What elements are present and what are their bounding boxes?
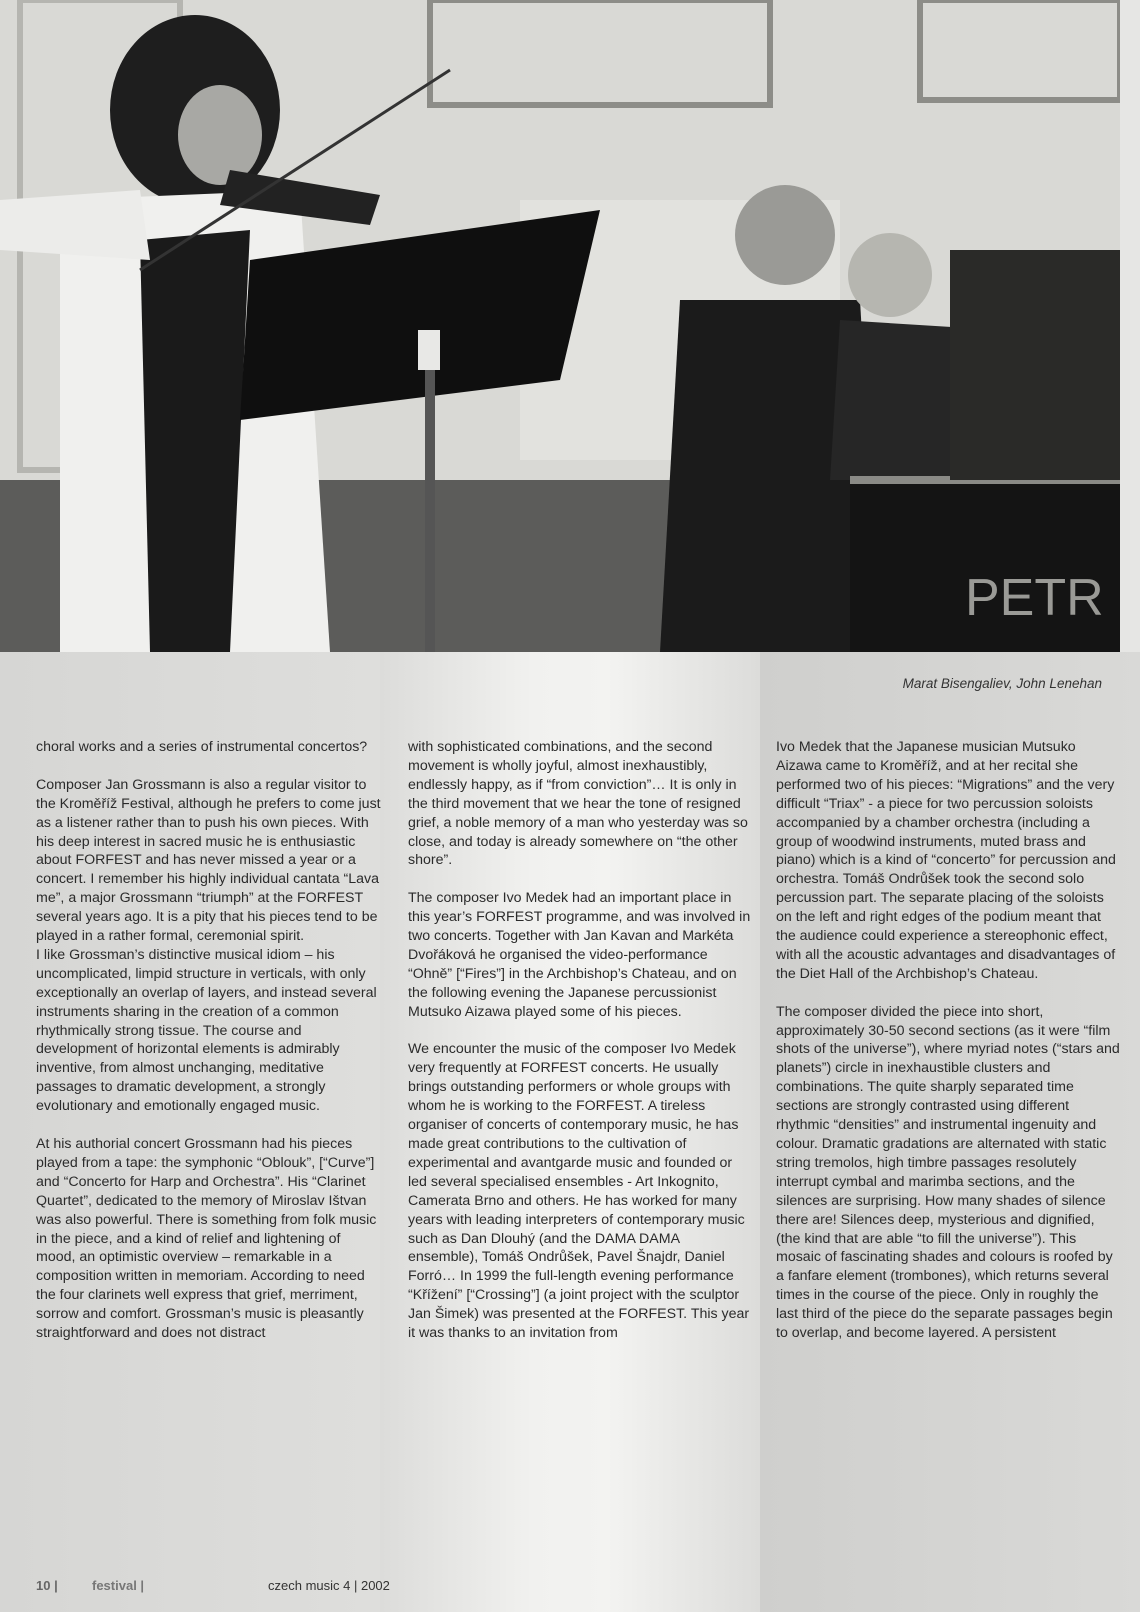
section-label: festival | bbox=[92, 1578, 145, 1593]
paragraph: with sophisticated combinations, and the second movement is wholly joyful, almost inexhaustibly, endlessly happy, as if “from conviction”… It is only in the third movement that we hear the tone of resigned grief, a noble memory of a man who yesterday was so close, and today is already somewhere on “the other shore”. bbox=[408, 739, 748, 869]
paragraph: The composer Ivo Medek had an important place in this year’s FORFEST programme, and was involved in two concerts. Together with Jan Kavan and Markéta Dvořáková he organised the video-performance “Ohně” [“Fires”] in the Archbishop’s Chateau, and on the following evening the Japanese percussionist Mutsuko Aizawa played some of his pieces. bbox=[408, 890, 751, 1020]
svg-text:PETR: PETR bbox=[965, 569, 1104, 627]
paragraph: choral works and a series of instrumental concertos? bbox=[36, 739, 368, 755]
paragraph: We encounter the music of the composer Ivo Medek very frequently at FORFEST concerts. He usually brings outstanding performers or whole groups with whom he is working to the FORFEST. A tireless organiser of concerts of contemporary music, he has made great contributions to the cultivation of experimental and avantgarde music and founded or led several specialised ensembles - Art Inkognito, Camerata Brno and others. He has worked for many years with leading interpreters of contemporary music such as Dan Dlouhý (and the DAMA DAMA ensemble), Tomáš Ondrůšek, Pavel Šnajdr, Daniel Forró… In 1999 the full-length evening performance “Křížení” [“Crossing”] (a joint project with the sculptor Jan Šimek) was presented at the FORFEST. This year it was thanks to an invitation from bbox=[408, 1041, 750, 1342]
page-number: 10 | bbox=[36, 1578, 58, 1593]
text-column-3 bbox=[776, 738, 1121, 1362]
paragraph: I like Grossman’s distinctive musical idiom – his uncomplicated, limpid structure in verticals, with only exceptionally an overlap of layers, and instead several instruments sharing in the creation of a common rhythmically strong tissue. The course and development of horizontal elements is admirably inventive, from almost unchanging, meditative passages to dramatic development, a strongly evolutionary and emotionally engaged music. bbox=[36, 946, 377, 1115]
photo-caption: Marat Bisengaliev, John Lenehan bbox=[902, 676, 1102, 691]
text-column-2 bbox=[408, 738, 753, 1362]
paragraph: Composer Jan Grossmann is also a regular visitor to the Kroměříž Festival, although he prefers to come just as a listener rather than to push his own pieces. With his deep interest in sacred music he is enthusiastic about FORFEST and has never missed a year or a concert. I remember his highly individual cantata “Lava me”, a major Grossmann “triumph” at the FORFEST several years ago. It is a pity that his pieces tend to be played in a rather formal, ceremonial spirit. bbox=[36, 776, 381, 945]
concert-photo-icon bbox=[0, 0, 1120, 652]
paragraph: At his authorial concert Grossmann had his pieces played from a tape: the symphonic “Oblouk”, [“Curve”] and “Concerto for Harp and Orchestra”. His “Clarinet Quartet”, dedicated to the memory of Miroslav Ištvan was also powerful. There is something from folk music in the piece, and a kind of relief and lightening of mood, an optimistic overview – remarkable in a composition written in memoriam. According to need the four clarinets well express that grief, merriment, sorrow and comfort. Grossman’s music is pleasantly straightforward and does not distract bbox=[36, 1136, 377, 1342]
paragraph: Ivo Medek that the Japanese musician Mutsuko Aizawa came to Kroměříž, and at her recital she performed two of his pieces: “Migrations” and the very difficult “Triax” - a piece for two percussion soloists accompanied by a chamber orchestra (including a group of woodwind instruments, muted brass and piano) which is a kind of “concerto” for percussion and orchestra. Tomáš Ondrůšek took the second solo percussion part. The separate placing of the soloists on the left and right edges of the podium meant that the audience could experience a stereophonic effect, with all the acoustic advantages and disadvantages of the Diet Hall of the Archbishop’s Chateau. bbox=[776, 739, 1116, 982]
paragraph: The composer divided the piece into short, approximately 30-50 second sections (as it were “film shots of the universe”), where myriad notes (“stars and planets”) circle in inexhaustible clusters and combinations. The quite sharply separated time sections are strongly contrasted using different rhythmic “densities” and instrumental ingenuity and colour. Dramatic gradations are alternated with static string tremolos, high timbre passages resolutely interrupt cymbal and marimba sections, and the silences are surprising. How many shades of silence there are! Silences deep, mysterious and dignified, (the kind that are able “to fill the universe”). This mosaic of fascinating shades and colours is roofed by a fanfare element (trombones), which returns several times in the course of the piece. Only in roughly the last third of the piece do the separate passages begin to overlap, and become layered. A persistent bbox=[776, 1003, 1120, 1342]
text-column-1 bbox=[36, 738, 381, 1362]
magazine-issue: czech music 4 | 2002 bbox=[268, 1578, 390, 1593]
concert-photo bbox=[0, 0, 1120, 652]
